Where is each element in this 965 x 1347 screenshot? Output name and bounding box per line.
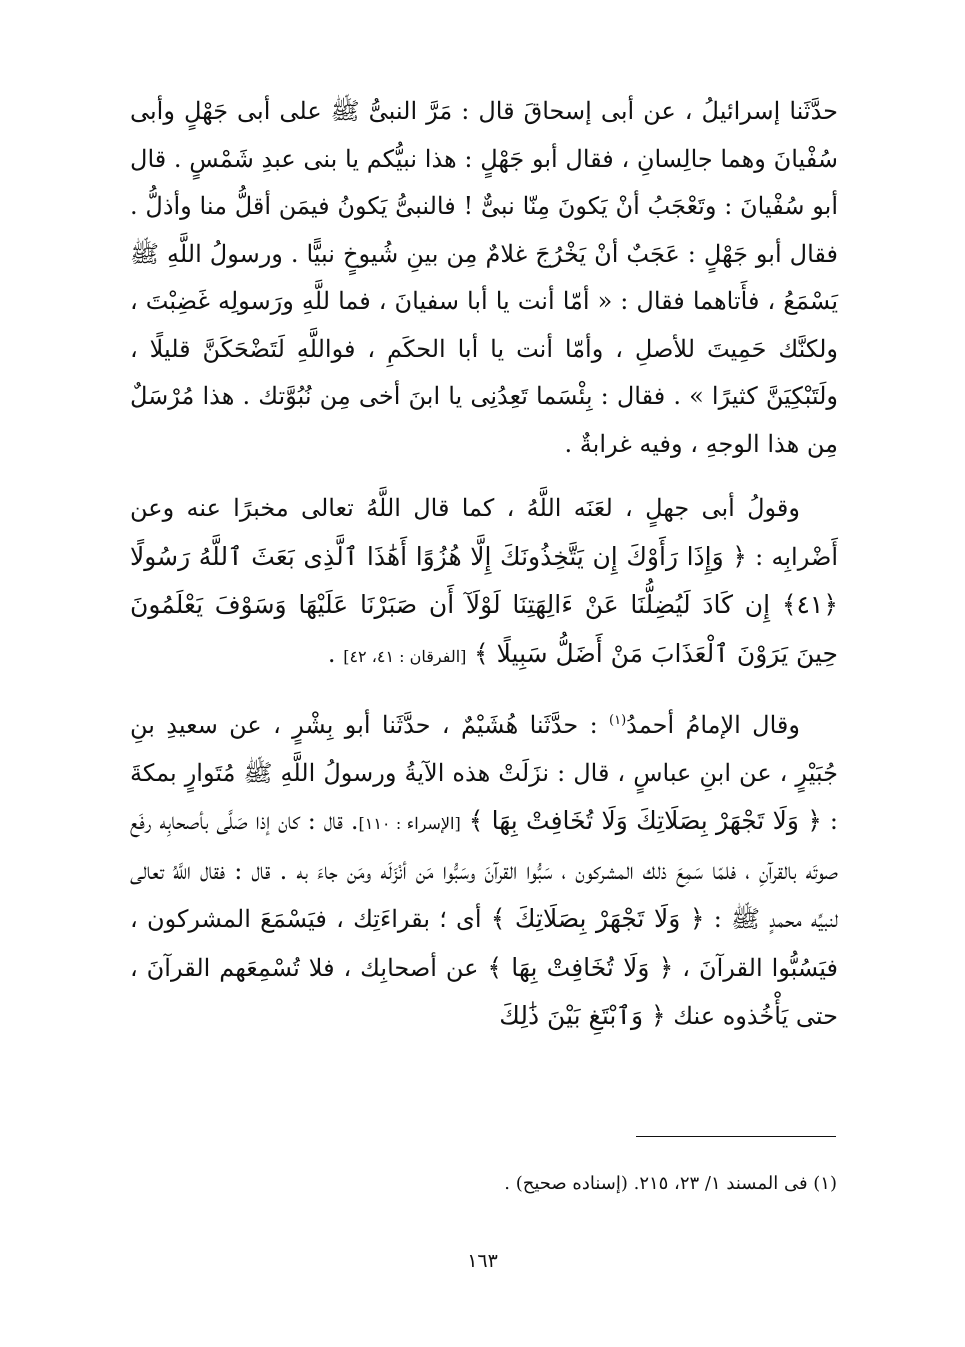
verse-reference-furqan: [الفرقان : ٤١، ٤٢] — [343, 646, 467, 666]
paragraph-text-3: . قال : كان إذا صَلَّى بأصحابِه رفَع صوتَه بالقرآنِ ، فلمّا سَمِعَ ذلك المشركون ، سَبُّوا القرآنَ وسَبُّوا مَن أنْزَلَه ومَن جاءَ به . قال : فقال اللَّهُ تعالى لنبيِّه محمدٍ ﷺ : — [130, 807, 838, 933]
paragraph-text-4: أى ؛ بقراءَتِك ، فيَسْمَعَ المشركون ، فيَسُبُّوا القرآنَ ، — [130, 905, 838, 982]
quran-verse-isra-1: ﴿ وَلَا تَجْهَرْ بِصَلَاتِكَ وَلَا تُخَافِتْ بِهَا ﴾ — [468, 806, 822, 835]
paragraph-intro: وقولُ أبى جهلٍ ، لعَنَه اللَّهُ ، كما قال اللَّهُ تعالى مخبرًا عنه وعن أَضْرابِه : — [130, 494, 838, 571]
page-number: ١٦٣ — [467, 1250, 498, 1272]
paragraph-text-1: وقال الإمامُ أحمدُ — [626, 711, 800, 739]
quran-verse-isra-3: ﴿ وَلَا تُخَافِتْ بِهَا ﴾ — [487, 952, 674, 982]
paragraph-text: حدَّثَنا إسرائيلُ ، عن أبى إسحاقَ قال : مَرَّ النبىُّ ﷺ على أبى جَهْلٍ وأبى سُفْيانَ وهما جالِسانِ ، فقال أبو جَهْلٍ : هذا نبيُّكم يا بنى عبدِ شَمْسٍ . قال أبو سُفْيانَ : وتَعْجَبُ أنْ يَكونَ مِنّا نبىٌّ ! فالنبىُّ يَكونُ فيمَن أقلُّ منا وأذلُّ . فقال أبو جَهْلٍ : عَجَبٌ أنْ يَخْرُجَ غلامٌ مِن بينِ شُيوخٍ نبيًّا . ورسولُ اللَّهِ ﷺ يَسْمَعُ ، فأَتاهما فقال : « أمّا أنت يا أبا سفيانَ ، فما للَّهِ ورَسولِه غَضِبْتَ ، ولكنَّك حَمِيتَ للأصلِ ، وأمّا أنت يا أبا الحكَمِ ، فواللَّهِ لَتَضْحَكَنَّ قليلًا ، ولَتَبْكِيَنَّ كثيرًا » . فقال : بِئْسَما تَعِدُنِى يا ابنَ أخى مِن نُبُوَّتك . هذا مُرْسَلٌ مِن هذا الوجهِ ، وفيه غرابةٌ . — [130, 97, 838, 458]
quran-verse-isra-4: ﴿ وَٱبْتَغِ بَيْنَ ذَٰلِكَ — [499, 1001, 666, 1030]
quran-verse-isra-2: ﴿ وَلَا تَجْهَرْ بِصَلَاتِكَ ﴾ — [490, 904, 705, 933]
paragraph-end-dot: . — [327, 639, 336, 668]
verse-reference-isra: [الإسراء : ١١٠] — [358, 814, 461, 833]
page-body — [130, 88, 838, 1041]
paragraph-text-2: : حدَّثَنا هُشَيْمٌ ، حدَّثَنا أبو بِشْرٍ ، عن سعيدِ بنِ جُبَيْرٍ ، عن ابنِ عباسٍ ، قال : نزَلَتْ هذه الآيةُ ورسولُ اللَّهِ ﷺ مُتَوارٍ بمكةَ : — [130, 711, 838, 835]
paragraph-text-5: عن أصحابِك ، فلا تُسْمِعَهم القرآنَ ، حتى يَأْخُذوه عنك — [130, 953, 838, 1030]
footnote-marker: (١) — [609, 713, 627, 728]
paragraph-hadith-abu-jahl — [130, 88, 838, 468]
footnote-divider — [636, 1136, 836, 1137]
footnote: (١) فى المسند ١/ ٢٣، ٢١٥. (إسناده صحيح) . — [504, 1173, 837, 1194]
paragraph-imam-ahmad — [130, 697, 838, 1041]
paragraph-quran-furqan — [130, 485, 838, 680]
quran-verse-furqan: ﴿ وَإِذَا رَأَوْكَ إِن يَتَّخِذُونَكَ إِلَّا هُزُوًا أَهَٰذَا ٱلَّذِى بَعَثَ ٱللَّهُ رَسُولًا ﴿٤١﴾ إِن كَادَ لَيُضِلُّنَا عَنْ ءَالِهَتِنَا لَوْلَآ أَن صَبَرْنَا عَلَيْهَا وَسَوْفَ يَعْلَمُونَ حِينَ يَرَوْنَ ٱلْعَذَابَ مَنْ أَضَلُّ سَبِيلًا ﴾ — [130, 541, 838, 668]
